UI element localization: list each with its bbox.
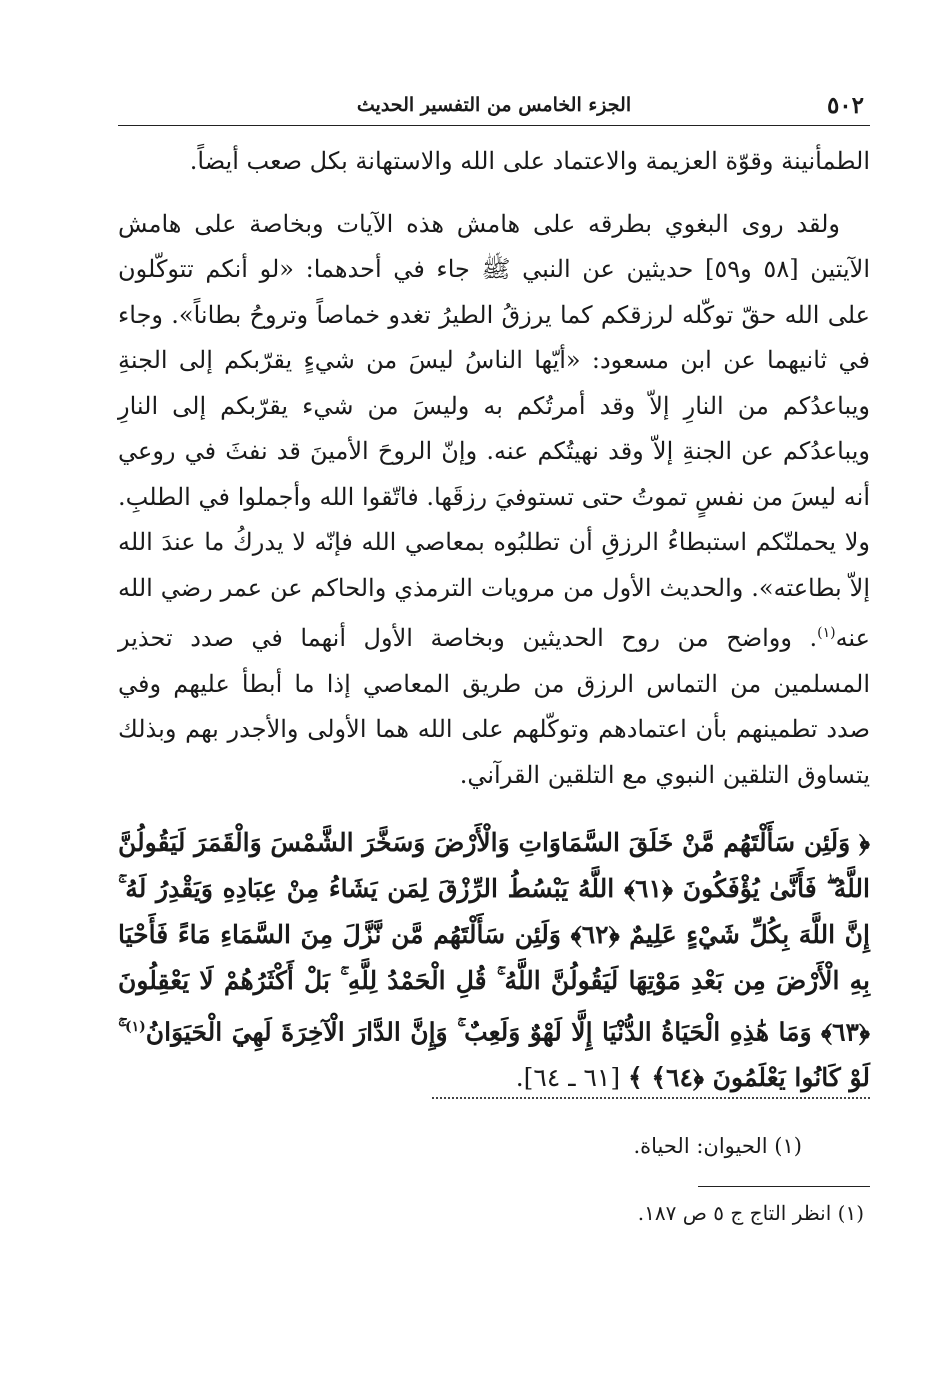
main-text bbox=[118, 139, 870, 798]
footnote: (١) انظر التاج ج ٥ ص ١٨٧. bbox=[637, 1201, 864, 1225]
paragraph-2-part-2: . وواضح من روح الحديثين وبخاصة الأول أنهما في صدد تحذير المسلمين من التماس الرزق من طريق المعاصي إذا ما أبطأ عليهم وفي صدد تطمينهم بأن اعتمادهم وتوكّلهم على الله هما الأولى والأجدر بهم وبذلك يتساوق التلقين النبوي مع التلقين القرآني. bbox=[118, 624, 870, 789]
footnote-marker: (١) bbox=[817, 625, 836, 641]
page-number: ٥٠٢ bbox=[826, 92, 864, 119]
paragraph-1: الطمأنينة وقوّة العزيمة والاعتماد على الله والاستهانة بكل صعب أيضاً. bbox=[189, 147, 870, 175]
verse-text-2: ۚ لَوْ كَانُوا يَعْلَمُونَ ﴿٦٤﴾ ﴾ bbox=[118, 1017, 870, 1093]
footnote-rule bbox=[698, 1186, 870, 1187]
paragraph-2 bbox=[118, 202, 870, 799]
verse-reference: [٦١ ـ ٦٤]. bbox=[515, 1063, 629, 1093]
header-rule bbox=[118, 125, 870, 126]
page-header bbox=[118, 92, 870, 124]
paragraph-2-part-1: ولقد روى البغوي بطرقه على هامش هذه الآيات وبخاصة على هامش الآيتين [٥٨ و٥٩] حديثين عن النبي ﷺ جاء في أحدهما: «لو أنكم تتوكّلون على الله حقّ توكّله لرزقكم كما يرزقُ الطيرُ تغدو خماصاً وتروحُ بطاناً». وجاء في ثانيهما عن ابن مسعود: «أيّها الناسُ ليسَ من شيءٍ يقرّبكم إلى الجنةِ ويباعدُكم من النارِ إلاّ وقد أمرتُكم به وليسَ من شيء يقرّبكم إلى النارِ ويباعدُكم عن الجنةِ إلاّ وقد نهيتُكم عنه. وإنّ الروحَ الأمينَ قد نفثَ في روعي أنه ليسَ من نفسٍ تموتُ حتى تستوفيَ رزقَها. فاتّقوا الله وأجملوا في الطلبِ. ولا يحملنّكم استبطاءُ الرزقِ أن تطلبُوه بمعاصي الله فإنّه لا يدركُ ما عندَ الله إلاّ بطاعته». والحديث الأول من مرويات الترمذي والحاكم عن عمر رضي الله عنه bbox=[118, 209, 871, 652]
verse-gloss-marker: (١) bbox=[125, 1019, 146, 1035]
quran-verse-block bbox=[118, 820, 870, 1101]
verse-text-1: ﴿ وَلَئِن سَأَلْتَهُم مَّنْ خَلَقَ السَّمَاوَاتِ وَالْأَرْضَ وَسَخَّرَ الشَّمْسَ وَالْقَمَرَ لَيَقُولُنَّ اللَّهُ ۖ فَأَنَّىٰ يُؤْفَكُونَ ﴿٦١﴾ اللَّهُ يَبْسُطُ الرِّزْقَ لِمَن يَشَاءُ مِنْ عِبَادِهِ وَيَقْدِرُ لَهُ ۚ إِنَّ اللَّهَ بِكُلِّ شَيْءٍ عَلِيمٌ ﴿٦٢﴾ وَلَئِن سَأَلْتَهُم مَّن نَّزَّلَ مِنَ السَّمَاءِ مَاءً فَأَحْيَا بِهِ الْأَرْضَ مِن بَعْدِ مَوْتِهَا لَيَقُولُنَّ اللَّهُ ۚ قُلِ الْحَمْدُ لِلَّهِ ۚ بَلْ أَكْثَرُهُمْ لَا يَعْقِلُونَ ﴿٦٣﴾ وَمَا هَٰذِهِ الْحَيَاةُ الدُّنْيَا إِلَّا لَهْوٌ وَلَعِبٌ ۚ وَإِنَّ الدَّارَ الْآخِرَةَ لَهِيَ الْحَيَوَانُ bbox=[118, 828, 870, 1047]
verse-gloss-note: (١) الحيوان: الحياة. bbox=[633, 1134, 802, 1158]
running-title: الجزء الخامس من التفسير الحديث bbox=[356, 94, 632, 116]
dotted-separator bbox=[432, 1097, 870, 1099]
